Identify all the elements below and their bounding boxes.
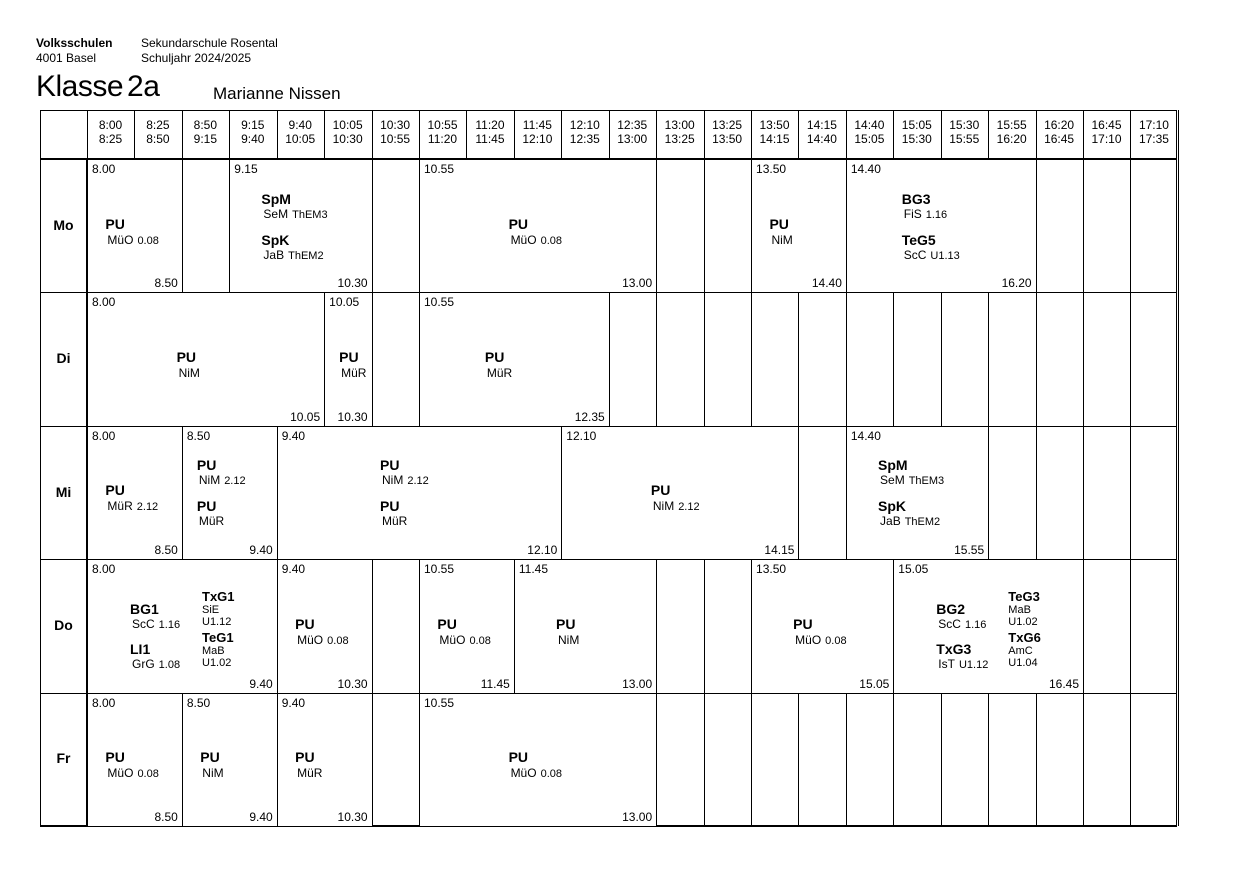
lesson-block[interactable] [419,559,515,693]
lesson-block[interactable] [182,693,278,827]
lesson-room: U1.04 [1008,656,1038,669]
page-title [36,70,159,104]
lesson-subject: TeG3 [1008,588,1040,604]
time-slot-header [751,118,798,146]
time-slot-header [941,118,988,146]
lesson-details [263,248,323,262]
lesson-block[interactable] [324,292,372,426]
lesson-room: 1.16 [158,618,181,631]
lesson-subject: LI1 [130,640,151,657]
lesson-details [795,633,846,647]
lesson-details [199,473,246,487]
lesson-block[interactable] [87,426,183,560]
lesson-subject: PU [380,498,400,515]
lesson-start-time: 8.50 [186,428,211,443]
time-slot-end: 10:55 [380,132,411,146]
lesson-block[interactable] [419,693,657,827]
lesson-teacher: MüO [297,632,324,647]
time-slot-header [798,118,845,146]
lesson-subject: PU [200,749,220,766]
lesson-details [297,633,348,647]
lesson-details [938,657,988,671]
lesson-subject: SpM [261,190,291,207]
lesson-details [880,514,940,528]
time-slot-start: 10:05 [332,118,363,132]
time-slot-header [704,118,751,146]
lesson-teacher: MüO [510,766,537,781]
time-slot-end: 14:15 [759,132,790,146]
lesson-details [297,766,322,780]
lesson-end-time: 13.00 [622,276,653,291]
lesson-block[interactable] [87,159,183,293]
lesson-subject: TxG1 [202,588,235,604]
school-year: Schuljahr 2024/2025 [141,51,252,65]
lesson-teacher: MüR [297,766,323,781]
time-slot-end: 15:30 [901,132,932,146]
time-slot-header [893,118,940,146]
time-slot-start: 8:50 [193,118,218,132]
class-name: 2a [127,70,160,103]
lesson-start-time: 8.50 [186,695,211,710]
time-slot-end: 12:10 [522,132,553,146]
lesson-room: 0.08 [137,768,159,781]
lesson-details [202,766,223,780]
lesson-details [653,499,700,513]
time-slot-start: 9:40 [288,118,312,132]
lesson-start-time: 10.55 [424,562,455,577]
time-slot-start: 8:25 [146,118,170,132]
lesson-end-time: 9.40 [249,543,273,558]
lesson-teacher: FiS [903,206,922,221]
lesson-subject: PU [380,457,400,474]
lesson-details [558,633,579,647]
time-slot-start: 10:55 [427,118,458,132]
lesson-end-time: 12.10 [527,543,558,558]
lesson-teacher: JaB [263,247,285,262]
time-slot-header [609,118,656,146]
lesson-block[interactable] [277,693,373,827]
lesson-details [132,657,180,671]
lesson-details [771,233,792,247]
lesson-teacher: NiM [652,499,675,514]
lesson-block[interactable] [87,559,278,693]
lesson-room: ThEM3 [908,475,945,488]
lesson-teacher: MüO [439,632,466,647]
lesson-block[interactable] [561,426,799,560]
lesson-block[interactable] [751,159,847,293]
time-slot-end: 15:05 [854,132,885,146]
lesson-start-time: 9.40 [281,695,306,710]
lesson-start-time: 9.40 [281,562,306,577]
day-label: Di [56,350,71,367]
day-label: Mi [55,483,72,500]
lesson-subject: PU [196,457,217,474]
lesson-end-time: 13.00 [622,676,653,691]
lesson-end-time: 15.05 [859,676,890,691]
lesson-details [107,499,158,513]
lesson-room: 2.12 [678,501,700,514]
time-slot-end: 11:20 [427,132,458,146]
class-label: Klasse [36,70,124,103]
time-slot-end: 10:30 [332,132,363,146]
school-name: Sekundarschule Rosental [141,36,278,50]
lesson-block[interactable] [846,426,989,560]
org-name: Volksschulen [36,36,113,50]
lesson-block[interactable] [277,426,563,560]
lesson-end-time: 10.05 [290,409,321,424]
lesson-room: 1.16 [925,208,948,221]
lesson-subject: PU [437,615,457,632]
time-slot-header [1036,118,1083,146]
lesson-teacher: MaB [202,644,225,657]
lesson-room: 1.08 [158,658,181,671]
lesson-subject: PU [508,215,529,232]
lesson-teacher: NiM [558,632,580,647]
lesson-room: U1.12 [202,615,232,628]
lesson-room: ThEM2 [904,516,941,529]
lesson-room: U1.13 [930,249,960,262]
lesson-room: ThEM2 [288,249,324,262]
lesson-teacher: IsT [938,656,955,671]
lesson-subject: PU [484,349,505,366]
day-label: Mo [53,216,74,233]
lesson-subject: PU [105,215,125,232]
lesson-room: 1.16 [964,618,987,631]
lesson-teacher: JaB [880,514,901,529]
lesson-teacher: MüO [107,766,134,781]
lesson-end-time: 9.40 [249,676,273,691]
time-slot-header [134,118,181,146]
time-slot-header [277,118,324,146]
lesson-subject: PU [508,749,529,766]
lesson-block[interactable] [182,426,278,560]
teacher-name: Marianne Nissen [213,84,341,103]
lesson-subject: PU [105,482,125,499]
time-slot-start: 12:10 [569,118,600,132]
lesson-teacher: MüO [795,632,822,647]
lesson-room: U1.02 [202,656,232,669]
time-slot-end: 9:15 [193,132,218,146]
lesson-start-time: 10.55 [424,162,455,176]
lesson-room: 0.08 [825,634,847,647]
lesson-end-time: 8.50 [154,809,178,824]
lesson-end-time: 13.00 [622,809,653,824]
lesson-teacher: NiM [771,232,793,247]
lesson-block[interactable] [751,559,894,693]
lesson-teacher: MaB [1008,603,1031,616]
time-slot-start: 9:15 [241,118,265,132]
lesson-room: 0.08 [137,234,159,247]
time-slot-end: 16:45 [1044,132,1075,146]
time-slot-start: 17:10 [1138,118,1169,132]
lesson-subject: TeG1 [202,629,234,645]
lesson-start-time: 10.55 [424,695,455,710]
lesson-start-time: 10.55 [424,295,455,310]
time-slot-start: 16:45 [1091,118,1122,132]
time-slot-end: 14:40 [806,132,837,146]
time-slot-end: 13:00 [617,132,648,146]
lesson-details [904,248,960,262]
lesson-details [511,766,562,780]
lesson-block[interactable] [514,559,657,693]
lesson-room: 2.12 [407,475,429,488]
time-slot-start: 11:45 [522,118,552,132]
lesson-details [880,473,944,487]
time-slot-header [846,118,893,146]
grid-vline [1083,110,1084,826]
lesson-teacher: MüR [198,514,225,529]
org-city: 4001 Basel [36,51,97,65]
lesson-details [263,207,327,221]
lesson-block[interactable] [277,559,373,693]
lesson-subject: PU [769,215,789,232]
lesson-start-time: 12.10 [566,428,597,443]
lesson-teacher: MüR [486,366,513,381]
lesson-start-time: 11.45 [518,562,548,577]
lesson-subject: TxG6 [1008,629,1041,645]
lesson-block[interactable] [87,693,183,827]
time-slot-end: 8:50 [146,132,170,146]
lesson-block[interactable] [87,292,325,426]
lesson-teacher: MüO [107,232,134,247]
lesson-details [107,233,158,247]
lesson-subject: BG2 [936,600,966,617]
lesson-start-time: 14.40 [850,162,881,176]
lesson-start-time: 8.00 [92,562,116,577]
lesson-end-time: 9.40 [249,809,273,824]
time-slot-start: 15:55 [996,118,1027,132]
lesson-start-time: 8.00 [92,695,116,710]
lesson-teacher: ScC [132,616,155,631]
lesson-subject: PU [176,349,197,366]
time-slot-end: 16:20 [996,132,1027,146]
lesson-block[interactable] [229,159,372,293]
time-slot-header [324,118,371,146]
lesson-end-time: 10.30 [337,809,368,824]
time-slot-start: 14:15 [806,118,837,132]
time-slot-header [656,118,703,146]
lesson-details [382,473,429,487]
lesson-start-time: 8.00 [92,428,116,443]
lesson-details [439,633,490,647]
lesson-teacher: NiM [198,473,221,488]
lesson-teacher: MüR [107,499,133,514]
lesson-teacher: SiE [202,603,220,616]
lesson-room: 2.12 [136,501,159,514]
lesson-details [179,366,200,380]
lesson-block[interactable] [419,159,657,293]
lesson-teacher: SeM [880,473,905,488]
time-slot-start: 13:50 [759,118,790,132]
lesson-subject: BG1 [130,600,159,617]
lesson-end-time: 14.15 [764,543,795,558]
lesson-end-time: 15.55 [954,543,985,558]
lesson-subject: SpK [261,231,290,248]
lesson-start-time: 8.00 [92,295,116,310]
lesson-teacher: NiM [382,473,404,488]
lesson-teacher: AmC [1008,644,1033,657]
lesson-room: 2.12 [224,475,246,488]
lesson-end-time: 10.30 [337,276,368,291]
lesson-teacher: MüO [510,232,537,247]
lesson-teacher: GrG [132,656,155,671]
lesson-block[interactable] [893,559,1084,693]
time-slot-end: 11:45 [475,132,505,146]
time-slot-header [87,118,134,146]
lesson-room: 0.08 [469,634,491,647]
lesson-subject: PU [339,349,359,366]
time-slot-header [182,118,229,146]
lesson-end-time: 8.50 [154,276,178,291]
time-slot-end: 13:25 [664,132,695,146]
time-slot-header [419,118,466,146]
lesson-room: U1.02 [1008,615,1038,628]
lesson-teacher: ScC [903,247,927,262]
lesson-room: U1.12 [958,658,989,671]
time-slot-header [988,118,1035,146]
lesson-subject: PU [650,482,671,499]
lesson-teacher: NiM [178,366,200,381]
time-slot-end: 17:10 [1091,132,1122,146]
grid-vline [1130,110,1131,826]
time-slot-end: 8:25 [98,132,123,146]
lesson-details [382,514,407,528]
time-slot-end: 17:35 [1138,132,1169,146]
lesson-details [107,766,158,780]
lesson-subject: PU [295,615,315,632]
lesson-start-time: 14.40 [850,428,881,443]
time-slot-end: 10:05 [285,132,316,146]
time-slot-start: 16:20 [1044,118,1075,132]
lesson-teacher: MüR [341,366,367,381]
time-slot-start: 8:00 [98,118,123,132]
lesson-end-time: 11.45 [480,676,510,691]
lesson-details [904,207,947,221]
lesson-subject: PU [196,498,217,515]
lesson-end-time: 12.35 [574,409,605,424]
lesson-start-time: 15.05 [898,562,929,577]
lesson-end-time: 16.20 [1001,276,1032,291]
time-slot-start: 13:25 [712,118,743,132]
time-slot-header [372,118,419,146]
time-slot-end: 13:50 [712,132,743,146]
time-slot-start: 11:20 [475,118,505,132]
lesson-subject: PU [793,615,813,632]
time-slot-header [229,118,276,146]
lesson-start-time: 10.05 [329,295,360,310]
lesson-end-time: 16.45 [1048,676,1080,691]
time-slot-start: 15:05 [901,118,932,132]
lesson-end-time: 14.40 [811,276,842,291]
lesson-teacher: SeM [263,206,289,221]
time-slot-header [466,118,513,146]
lesson-room: 0.08 [540,768,562,781]
time-slot-end: 12:35 [569,132,600,146]
time-slot-header [514,118,561,146]
lesson-end-time: 10.30 [337,676,368,691]
lesson-room: 0.08 [540,234,562,247]
lesson-teacher: MüR [382,514,408,529]
time-slot-header [561,118,608,146]
time-slot-start: 10:30 [380,118,411,132]
day-label: Do [54,616,73,633]
lesson-start-time: 8.00 [92,162,116,176]
time-slot-end: 15:55 [949,132,980,146]
lesson-end-time: 10.30 [337,409,368,424]
lesson-teacher: NiM [202,766,224,781]
lesson-details [511,233,562,247]
lesson-subject: PU [105,749,125,766]
grid-vline [1178,110,1179,826]
lesson-room: 0.08 [327,634,349,647]
time-slot-header [1130,118,1177,146]
lesson-details [341,366,366,380]
time-slot-end: 9:40 [241,132,265,146]
lesson-subject: PU [556,615,576,632]
lesson-subject: BG3 [901,190,931,207]
day-label: Fr [56,750,71,767]
time-slot-start: 15:30 [949,118,980,132]
time-slot-header [1083,118,1130,146]
lesson-block[interactable] [419,292,610,426]
lesson-subject: TeG5 [901,231,936,248]
lesson-subject: TxG3 [936,640,972,657]
timetable-grid [40,110,1177,826]
lesson-subject: SpM [878,457,908,474]
lesson-subject: SpK [878,498,907,515]
lesson-teacher: ScC [938,616,961,631]
lesson-start-time: 13.50 [756,162,787,176]
lesson-start-time: 13.50 [756,562,787,577]
lesson-start-time: 9.40 [281,428,306,443]
lesson-block[interactable] [846,159,1037,293]
lesson-details [938,617,986,631]
lesson-details [487,366,512,380]
lesson-end-time: 8.50 [154,543,178,558]
time-slot-start: 12:35 [617,118,648,132]
lesson-details [199,514,224,528]
lesson-subject: PU [295,749,315,766]
lesson-start-time: 9.15 [234,162,258,176]
time-slot-start: 13:00 [664,118,695,132]
lesson-room: ThEM3 [292,208,328,221]
lesson-details [132,617,180,631]
time-slot-start: 14:40 [854,118,885,132]
